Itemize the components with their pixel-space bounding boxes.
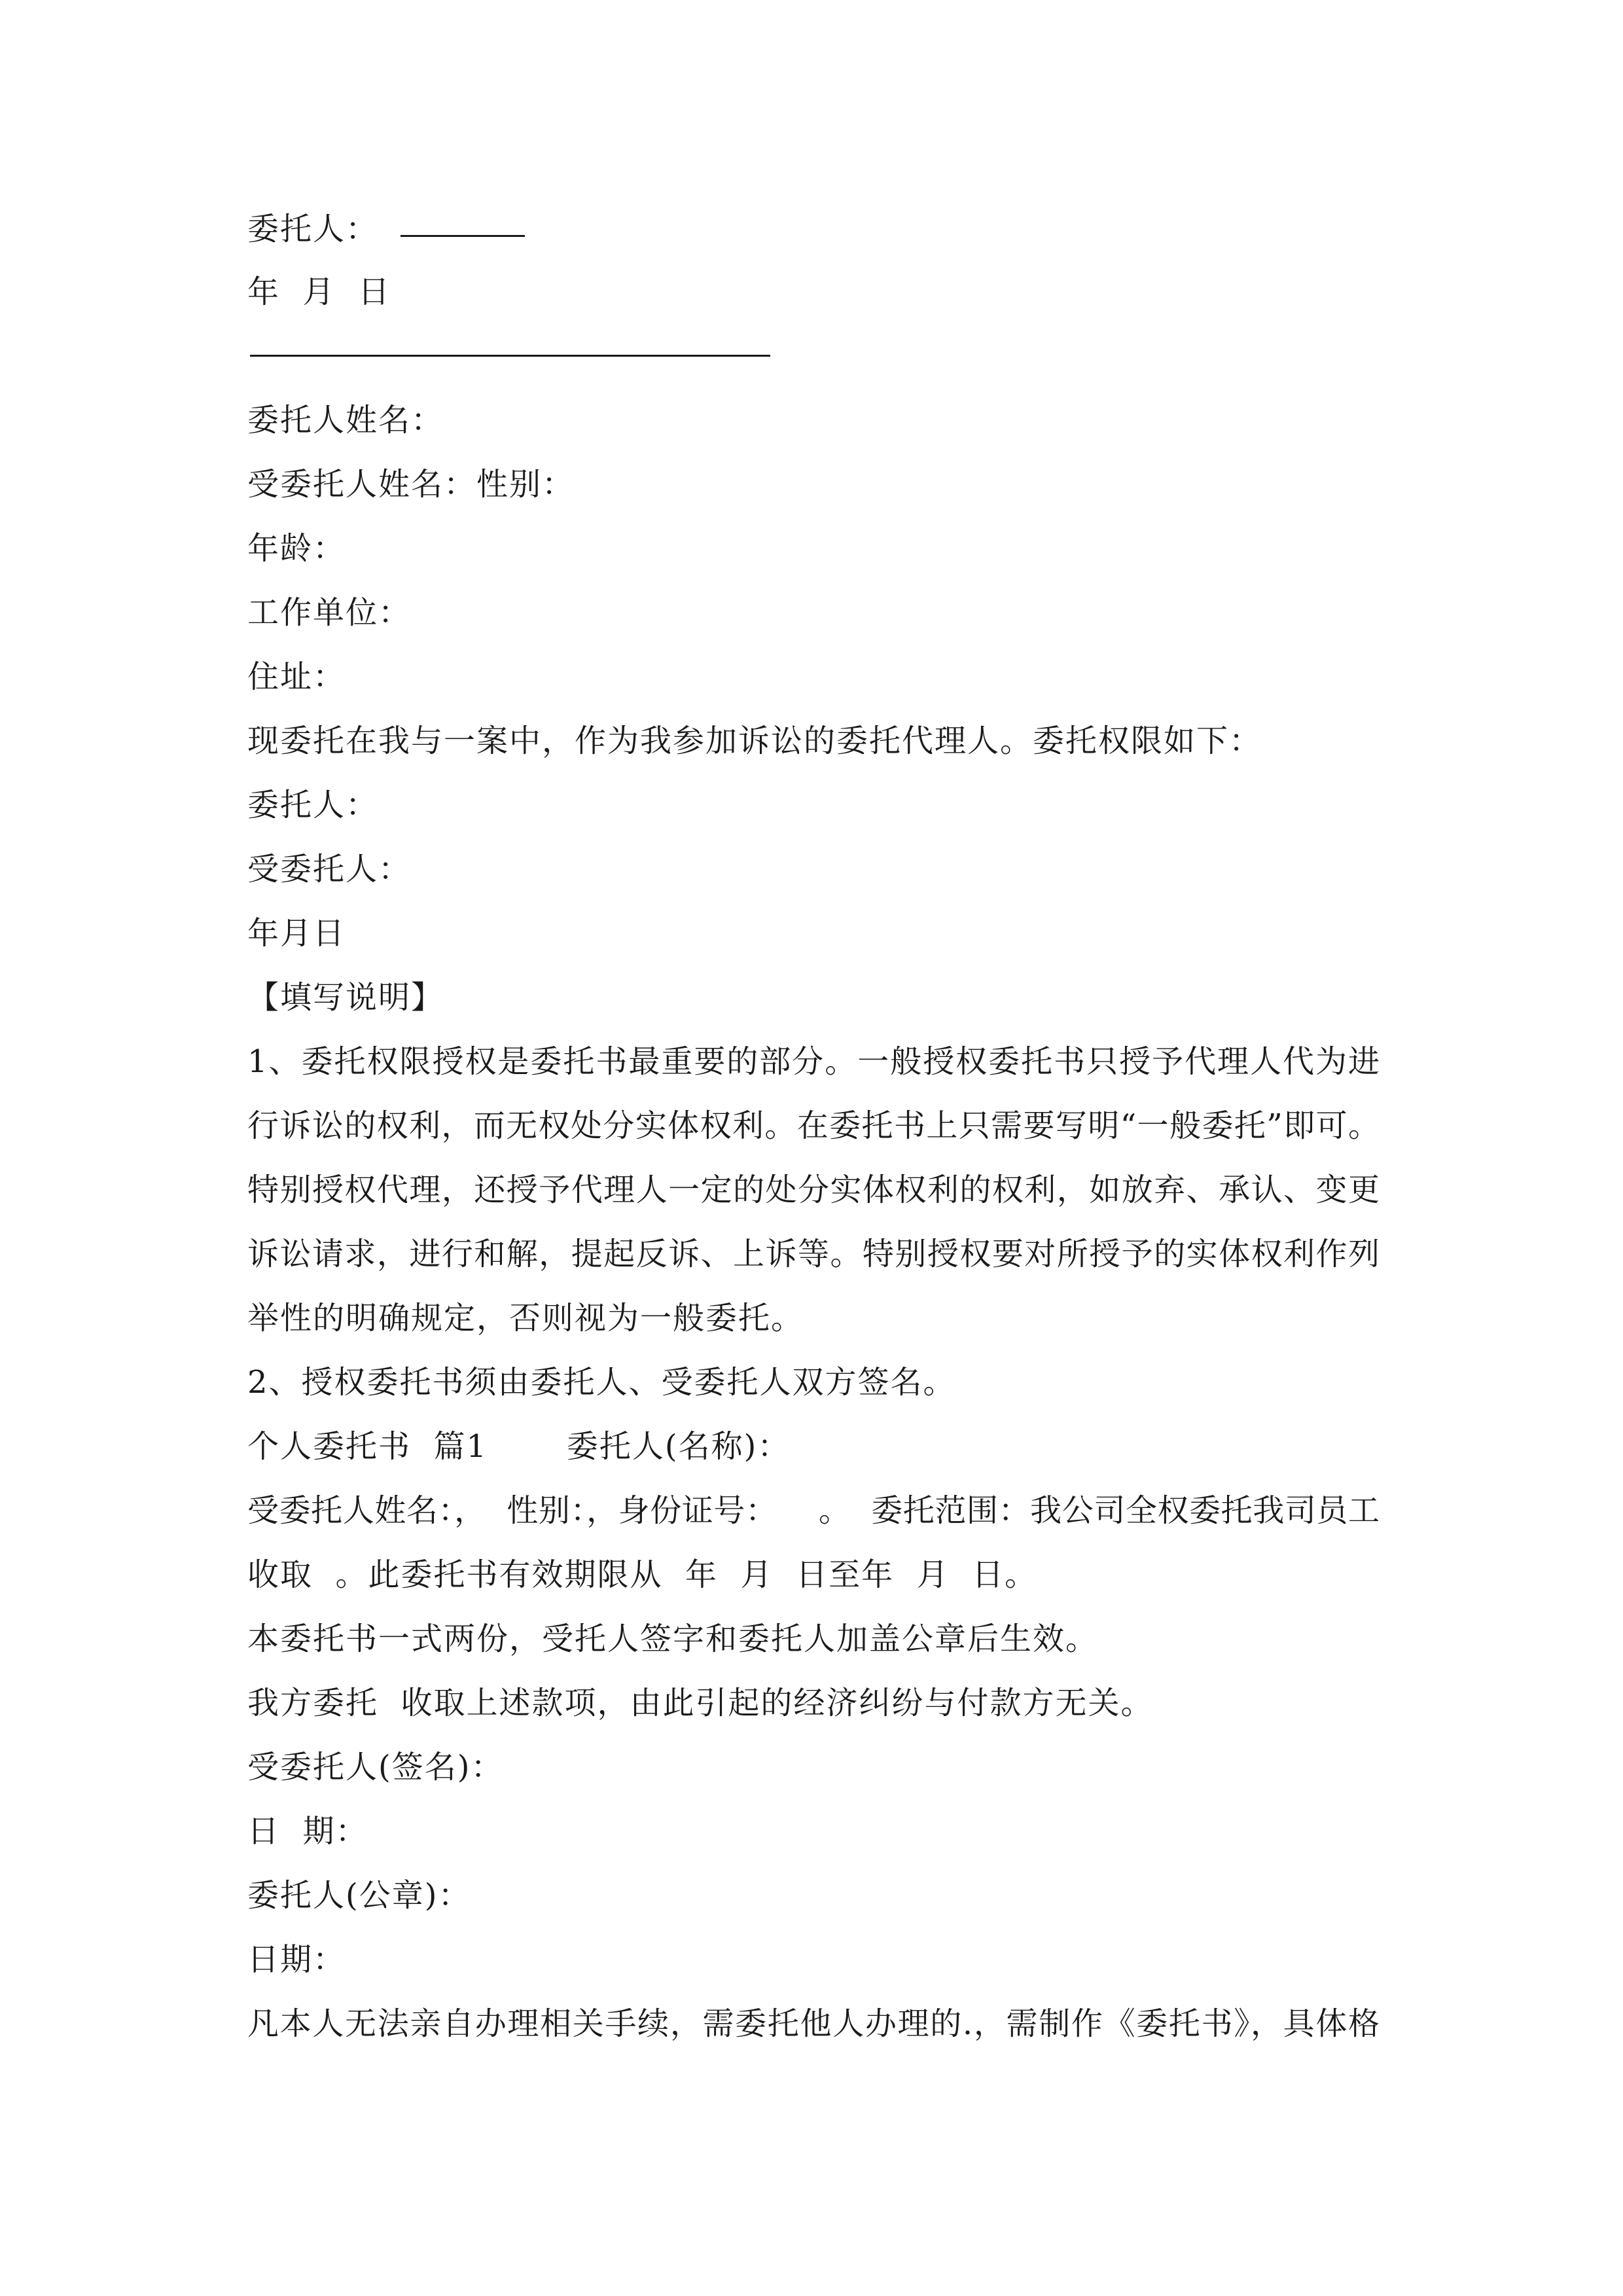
instruction-item1-line4: 诉讼请求，进行和解，提起反诉、上诉等。特别授权要对所授予的实体权利作列 bbox=[247, 1236, 1380, 1272]
personal-scope-line2: 收取 。此委托书有效期限从 年 月 日至年 月 日。 bbox=[247, 1556, 1038, 1593]
instruction-item1-line1: 1、委托权限授权是委托书最重要的部分。一般授权委托书只授予代理人代为进 bbox=[247, 1043, 1380, 1080]
date-field-2: 日期： bbox=[247, 1941, 346, 1978]
instruction-item1-line2: 行诉讼的权利，而无权处分实体权利。在委托书上只需要写明“一般委托”即可。 bbox=[247, 1107, 1380, 1144]
work-unit-field: 工作单位： bbox=[247, 594, 412, 631]
instruction-item1-line5: 举性的明确规定，否则视为一般委托。 bbox=[247, 1300, 804, 1336]
agent-name-gender-field: 受委托人姓名：性别： bbox=[247, 466, 575, 503]
form-date-field: 年月日 bbox=[247, 915, 346, 952]
date-line: 年 月 日 bbox=[247, 274, 391, 310]
authorization-text: 现委托在我与一案中，作为我参加诉讼的委托代理人。委托权限如下： bbox=[247, 723, 1262, 759]
age-field: 年龄： bbox=[247, 530, 346, 567]
principal-name-field: 委托人姓名： bbox=[247, 402, 444, 439]
instructions-heading: 【填写说明】 bbox=[247, 979, 444, 1016]
personal-scope-line1: 受委托人姓名：， 性别：，身份证号： 。 委托范围：我公司全权委托我司员工 bbox=[247, 1492, 1380, 1529]
principal-line bbox=[247, 209, 525, 249]
principal-seal-field: 委托人(公章)： bbox=[247, 1877, 471, 1914]
address-field: 住址： bbox=[247, 658, 346, 695]
principal-sign-field: 委托人： bbox=[247, 787, 379, 823]
date-field-1: 日 期： bbox=[247, 1813, 368, 1850]
agent-signature-field: 受委托人(签名)： bbox=[247, 1749, 504, 1785]
personal-statement: 我方委托 收取上述款项，由此引起的经济纠纷与付款方无关。 bbox=[247, 1685, 1154, 1721]
instruction-item2: 2、授权委托书须由委托人、受委托人双方签名。 bbox=[247, 1364, 956, 1401]
principal-label: 委托人： bbox=[247, 211, 379, 247]
agent-sign-field: 受委托人： bbox=[247, 851, 412, 888]
personal-copies: 本委托书一式两份，受托人签字和委托人加盖公章后生效。 bbox=[247, 1621, 1099, 1657]
separator-rule bbox=[250, 355, 770, 357]
closing-line: 凡本人无法亲自办理相关手续，需委托他人办理的.，需制作《委托书》，具体格 bbox=[247, 2005, 1380, 2042]
instruction-item1-line3: 特别授权代理，还授予代理人一定的处分实体权利的权利，如放弃、承认、变更 bbox=[247, 1172, 1380, 1208]
personal-title-line: 个人委托书 篇1 委托人(名称)： bbox=[247, 1428, 791, 1465]
signature-blank bbox=[401, 232, 525, 237]
